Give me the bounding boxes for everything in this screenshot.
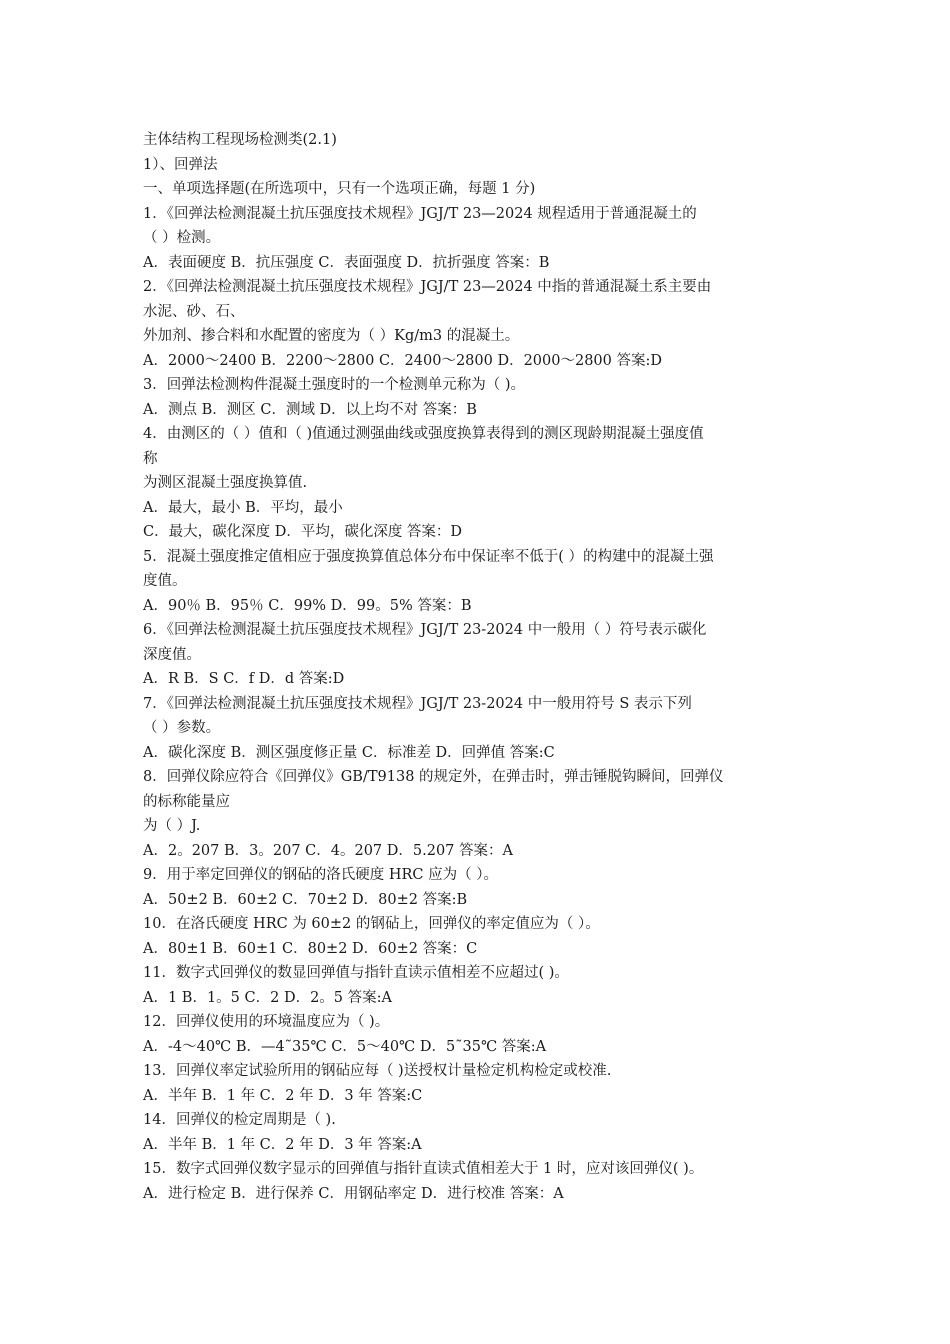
question-14-text: 14．回弹仪的检定周期是（ ). [143, 1112, 336, 1128]
question-14-options: A．半年 B．1 年 C．2 年 D．3 年 答案:A [143, 1136, 422, 1153]
question-8-options: A．2。207 B．3。207 C．4。207 D．5.207 答案：A [143, 842, 513, 859]
subsection-heading: 一、单项选择题(在所选项中，只有一个选项正确，每题 1 分) [143, 181, 536, 197]
question-8-text: 8．回弹仪除应符合《回弹仪》GB/T9138 的规定外，在弹击时，弹击锤脱钩瞬间，回弹仪 [143, 769, 724, 785]
question-11-text: 11．数字式回弹仪的数显回弹值与指针直读示值相差不应超过( )。 [143, 965, 569, 981]
question-6-text-cont: 深度值。 [143, 646, 201, 663]
question-5-text: 5．混凝土强度推定值相应于强度换算值总体分布中保证率不低于( ）的构建中的混凝土强 [143, 548, 714, 565]
question-3-options: A．测点 B．测区 C．测域 D．以上均不对 答案：B [143, 401, 477, 418]
question-4-options: A．最大，最小 B．平均，最小 [143, 499, 343, 516]
question-6-options: A．R B．S C．f D．d 答案:D [143, 671, 345, 687]
question-3-text: 3．回弹法检测构件混凝土强度时的一个检测单元称为（ )。 [143, 377, 525, 393]
document-body [143, 128, 811, 1206]
question-4-text: 4．由测区的（ ）值和（ )值通过测强曲线或强度换算表得到的测区现龄期混凝土强度值 [143, 426, 704, 442]
question-7-options: A．碳化深度 B．测区强度修正量 C．标准差 D．回弹值 答案:C [143, 744, 555, 761]
question-12-text: 12．回弹仪使用的环境温度应为（ )。 [143, 1014, 390, 1030]
document-title: 主体结构工程现场检测类(2.1) [143, 132, 337, 148]
question-9-text: 9．用于率定回弹仪的钢砧的洛氏硬度 HRC 应为（ ）。 [143, 867, 498, 883]
question-10-options: A．80±1 B．60±1 C．80±2 D．60±2 答案：C [143, 940, 478, 957]
question-13-options: A．半年 B．1 年 C．2 年 D．3 年 答案:C [143, 1087, 423, 1104]
question-2-options: A．2000～2400 B．2200～2800 C．2400～2800 D．2000～2800 答案:D [143, 352, 663, 369]
question-1-text: 1．《回弹法检测混凝土抗压强度技术规程》JGJ/T 23—2024 规程适用于普通混凝土的 [143, 205, 697, 222]
question-7-text: 7．《回弹法检测混凝土抗压强度技术规程》JGJ/T 23-2024 中一般用符号 S 表示下列 [143, 695, 692, 712]
question-2-text-cont: 外加剂、掺合料和水配置的密度为（ ）Kg/m3 的混凝土。 [143, 328, 520, 344]
question-12-options: A．-4～40℃ B．—4˜35℃ C．5～40℃ D．5˜35℃ 答案:A [143, 1038, 547, 1055]
question-11-options: A．1 B．1。5 C．2 D．2。5 答案:A [143, 989, 392, 1006]
question-9-options: A．50±2 B．60±2 C．70±2 D．80±2 答案:B [143, 891, 468, 908]
question-5-text-cont: 度值。 [143, 573, 187, 589]
question-4-options: C．最大，碳化深度 D．平均，碳化深度 答案：D [143, 524, 463, 540]
question-7-text-cont: （ ）参数。 [143, 720, 221, 736]
question-10-text: 10．在洛氏硬度 HRC 为 60±2 的钢砧上，回弹仪的率定值应为（ ）。 [143, 916, 600, 932]
question-8-text-cont: 的标称能量应 [143, 793, 230, 810]
section-heading: 1）、回弹法 [143, 156, 218, 173]
question-1-options: A．表面硬度 B．抗压强度 C．表面强度 D．抗折强度 答案：B [143, 254, 550, 271]
question-15-options: A．进行检定 B．进行保养 C．用钢砧率定 D．进行校准 答案：A [143, 1185, 564, 1202]
question-4-text-cont: 为测区混凝土强度换算值. [143, 475, 308, 491]
question-2-text-cont: 水泥、砂、石、 [143, 303, 245, 320]
question-2-text: 2．《回弹法检测混凝土抗压强度技术规程》JGJ/T 23—2024 中指的普通混凝土系主要由 [143, 279, 712, 295]
question-4-text-cont: 称 [143, 450, 158, 467]
question-13-text: 13．回弹仪率定试验所用的钢砧应每（ )送授权计量检定机构检定或校准. [143, 1063, 612, 1079]
question-6-text: 6．《回弹法检测混凝土抗压强度技术规程》JGJ/T 23-2024 中一般用（ ）符号表示碳化 [143, 622, 707, 638]
question-5-options: A．90％ B．95％ C．99% D．99。5% 答案：B [143, 597, 472, 614]
question-1-text-cont: （ ）检测。 [143, 230, 221, 246]
question-15-text: 15．数字式回弹仪数字显示的回弹值与指针直读式值相差大于 1 时，应对该回弹仪( )。 [143, 1161, 704, 1177]
question-8-text-cont: 为（ ）J. [143, 818, 201, 834]
